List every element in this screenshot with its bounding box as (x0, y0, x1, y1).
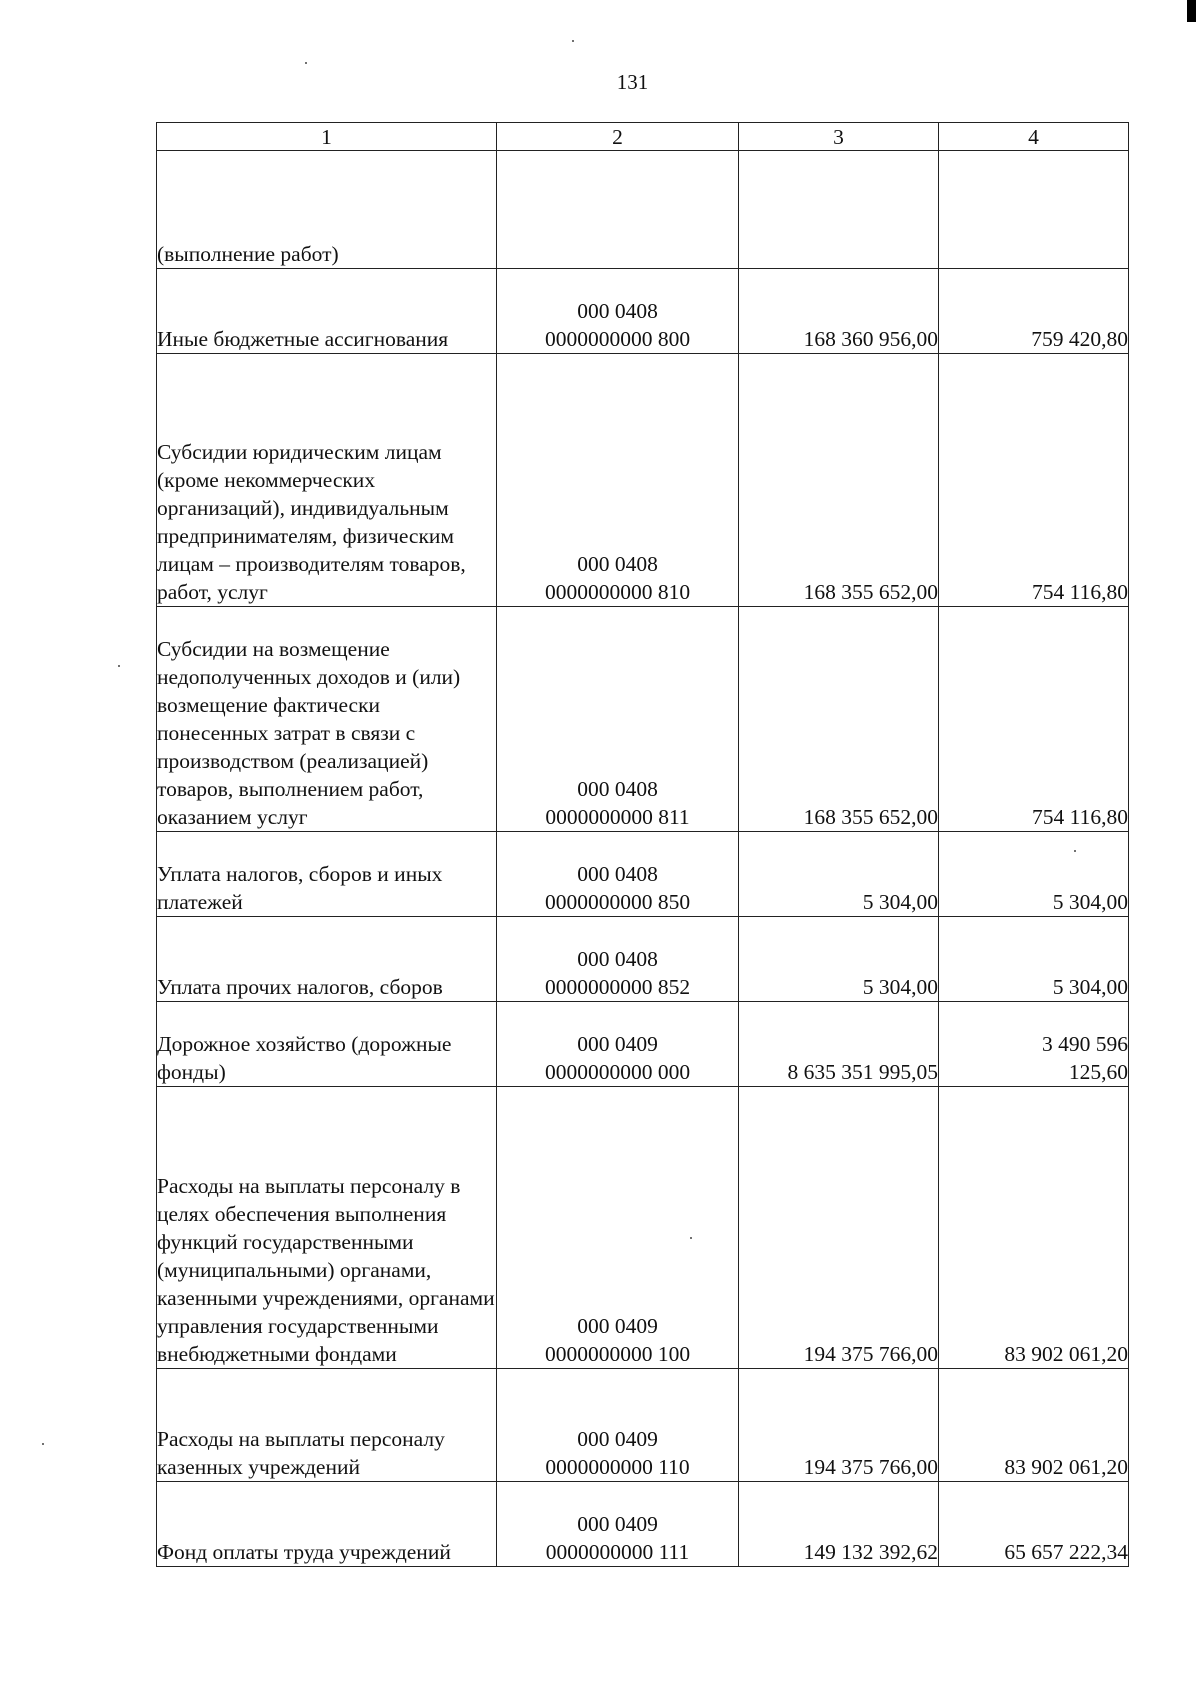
row-col3: 168 360 956,00 (739, 269, 939, 354)
scan-edge-mark (1187, 0, 1196, 22)
row-col3: 8 635 351 995,05 (739, 1002, 939, 1087)
row-col4: 83 902 061,20 (939, 1087, 1129, 1369)
row-col4: 5 304,00 (939, 832, 1129, 917)
column-header-1: 1 (157, 123, 497, 151)
row-name: (выполнение работ) (157, 151, 497, 269)
row-col3: 149 132 392,62 (739, 1482, 939, 1567)
column-header-4: 4 (939, 123, 1129, 151)
scan-speck (42, 1443, 44, 1445)
row-col4: 754 116,80 (939, 354, 1129, 607)
row-col4: 754 116,80 (939, 607, 1129, 832)
row-code-kbk: 0000000000 811 (545, 805, 690, 829)
row-code (497, 354, 739, 607)
row-code-kbk: 0000000000 800 (544, 327, 691, 351)
row-code-kbk: 0000000000 100 (544, 1342, 691, 1366)
row-code (497, 151, 739, 269)
row-col3: 168 355 652,00 (739, 607, 939, 832)
row-code-section: 000 0408 (577, 777, 658, 801)
row-code-section: 000 0409 (577, 1427, 658, 1451)
table-row (157, 354, 1129, 607)
row-code (497, 917, 739, 1002)
row-code-kbk: 0000000000 850 (544, 890, 691, 914)
table-row (157, 1369, 1129, 1482)
row-code-section: 000 0409 (577, 1314, 658, 1338)
table-row (157, 917, 1129, 1002)
table-row (157, 607, 1129, 832)
scan-speck (305, 62, 307, 64)
row-name: Уплата прочих налогов, сборов (157, 917, 497, 1002)
row-name: Дорожное хозяйство (дорожные фонды) (157, 1002, 497, 1087)
header-row (157, 123, 1129, 151)
row-code-section: 000 0409 (577, 1032, 658, 1056)
row-name: Иные бюджетные ассигнования (157, 269, 497, 354)
row-code (497, 269, 739, 354)
row-code (497, 1369, 739, 1482)
row-code-kbk: 0000000000 810 (544, 580, 691, 604)
table-row-continued (157, 151, 1129, 269)
row-col3 (739, 151, 939, 269)
row-name: Уплата налогов, сборов и иных платежей (157, 832, 497, 917)
table-row (157, 1087, 1129, 1369)
row-code (497, 1002, 739, 1087)
row-code-section: 000 0408 (577, 862, 658, 886)
row-col3: 194 375 766,00 (739, 1087, 939, 1369)
scan-speck (572, 40, 574, 42)
row-col3: 5 304,00 (739, 917, 939, 1002)
table-row (157, 1002, 1129, 1087)
row-name: Расходы на выплаты персоналу казенных учреждений (157, 1369, 497, 1482)
row-col4 (939, 151, 1129, 269)
row-code (497, 832, 739, 917)
row-name: Субсидии на возмещение недополученных доходов и (или) возмещение фактически понесенных затрат в связи с производством (реализацией) товаров, выполнением работ, оказанием услуг (157, 607, 497, 832)
row-code-section: 000 0409 (577, 1512, 658, 1536)
row-code-section: 000 0408 (577, 299, 658, 323)
page-number: 131 (616, 70, 649, 94)
row-code-section: 000 0408 (577, 552, 658, 576)
row-col4: 759 420,80 (939, 269, 1129, 354)
row-code-kbk: 0000000000 111 (545, 1540, 690, 1564)
row-col3: 168 355 652,00 (739, 354, 939, 607)
row-col3: 5 304,00 (739, 832, 939, 917)
table-row (157, 269, 1129, 354)
row-name: Расходы на выплаты персоналу в целях обеспечения выполнения функций государственными (муниципальными) органами, казенными учреждениями, органами управления государственными внебюджетными фондами (157, 1087, 497, 1369)
row-code-kbk: 0000000000 000 (544, 1060, 691, 1084)
row-code (497, 1087, 739, 1369)
row-col4-line1: 3 490 596 (1042, 1032, 1128, 1056)
scan-speck (118, 665, 120, 667)
table-row (157, 832, 1129, 917)
column-header-3: 3 (739, 123, 939, 151)
row-code (497, 607, 739, 832)
row-col3: 194 375 766,00 (739, 1369, 939, 1482)
row-code-kbk: 0000000000 852 (544, 975, 691, 999)
row-name: Субсидии юридическим лицам (кроме некоммерческих организаций), индивидуальным предпринимателям, физическим лицам – производителям товаров, работ, услуг (157, 354, 497, 607)
row-col4: 65 657 222,34 (939, 1482, 1129, 1567)
row-code-kbk: 0000000000 110 (545, 1455, 690, 1479)
row-col4 (939, 1002, 1129, 1087)
table-row (157, 1482, 1129, 1567)
row-code (497, 1482, 739, 1567)
row-col4-line2: 125,60 (1068, 1060, 1128, 1084)
row-col4: 5 304,00 (939, 917, 1129, 1002)
row-col4: 83 902 061,20 (939, 1369, 1129, 1482)
column-header-2: 2 (497, 123, 739, 151)
row-name: Фонд оплаты труда учреждений (157, 1482, 497, 1567)
row-code-section: 000 0408 (577, 947, 658, 971)
budget-table (156, 122, 1129, 1567)
